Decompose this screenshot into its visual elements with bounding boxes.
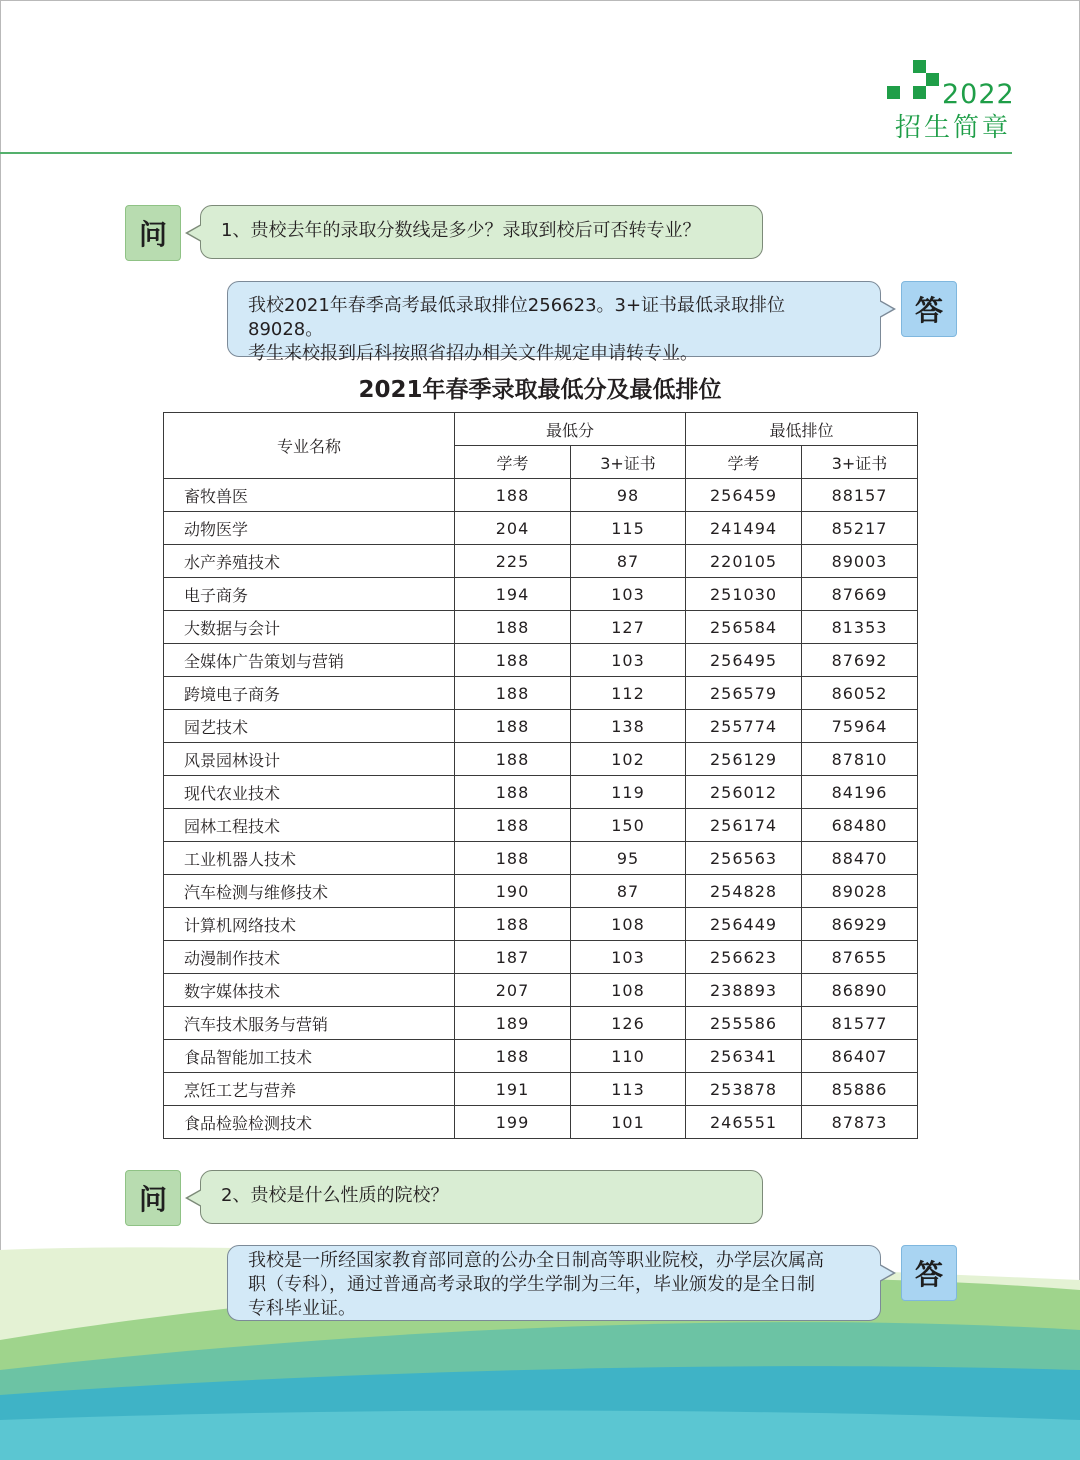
answer-line: 我校是一所经国家教育部同意的公办全日制高等职业院校，办学层次属高 bbox=[248, 1250, 824, 1271]
cell-value: 246551 bbox=[686, 1106, 802, 1139]
table-row bbox=[164, 1007, 918, 1040]
cell-value: 150 bbox=[571, 809, 686, 842]
cell-major-name: 计算机网络技术 bbox=[164, 908, 455, 941]
cell-value: 256449 bbox=[686, 908, 802, 941]
table-row bbox=[164, 809, 918, 842]
cell-value: 87 bbox=[571, 875, 686, 908]
cell-major-name: 汽车技术服务与营销 bbox=[164, 1007, 455, 1040]
header-rank-cert: 3+证书 bbox=[802, 446, 918, 479]
cell-value: 256174 bbox=[686, 809, 802, 842]
cell-value: 81577 bbox=[802, 1007, 918, 1040]
cell-value: 113 bbox=[571, 1073, 686, 1106]
cell-value: 103 bbox=[571, 644, 686, 677]
cell-major-name: 动漫制作技术 bbox=[164, 941, 455, 974]
cell-major-name: 风景园林设计 bbox=[164, 743, 455, 776]
cell-value: 81353 bbox=[802, 611, 918, 644]
table-row bbox=[164, 941, 918, 974]
table-row bbox=[164, 1106, 918, 1139]
cell-value: 256459 bbox=[686, 479, 802, 512]
cell-major-name: 水产养殖技术 bbox=[164, 545, 455, 578]
header-divider bbox=[0, 152, 1012, 154]
brand-title: 招生简章 bbox=[895, 113, 1012, 143]
cell-value: 89003 bbox=[802, 545, 918, 578]
cell-value: 88157 bbox=[802, 479, 918, 512]
cell-value: 86929 bbox=[802, 908, 918, 941]
table-row bbox=[164, 1040, 918, 1073]
cell-value: 87692 bbox=[802, 644, 918, 677]
table-row bbox=[164, 545, 918, 578]
table-row bbox=[164, 875, 918, 908]
cell-value: 256584 bbox=[686, 611, 802, 644]
cell-value: 188 bbox=[455, 743, 571, 776]
table-row bbox=[164, 710, 918, 743]
cell-major-name: 园林工程技术 bbox=[164, 809, 455, 842]
cell-value: 256341 bbox=[686, 1040, 802, 1073]
question-bubble-1 bbox=[200, 205, 763, 259]
cell-value: 256495 bbox=[686, 644, 802, 677]
cell-major-name: 食品智能加工技术 bbox=[164, 1040, 455, 1073]
cell-value: 256012 bbox=[686, 776, 802, 809]
cell-value: 220105 bbox=[686, 545, 802, 578]
cell-major-name: 汽车检测与维修技术 bbox=[164, 875, 455, 908]
cell-value: 115 bbox=[571, 512, 686, 545]
cell-major-name: 跨境电子商务 bbox=[164, 677, 455, 710]
cell-value: 126 bbox=[571, 1007, 686, 1040]
cell-value: 110 bbox=[571, 1040, 686, 1073]
table-row bbox=[164, 512, 918, 545]
cell-value: 225 bbox=[455, 545, 571, 578]
cell-value: 85217 bbox=[802, 512, 918, 545]
answer-badge-1: 答 bbox=[901, 281, 957, 337]
cell-value: 255586 bbox=[686, 1007, 802, 1040]
cell-value: 253878 bbox=[686, 1073, 802, 1106]
cell-major-name: 数字媒体技术 bbox=[164, 974, 455, 1007]
cell-value: 256579 bbox=[686, 677, 802, 710]
cell-value: 86407 bbox=[802, 1040, 918, 1073]
header-min-score: 最低分 bbox=[455, 413, 686, 446]
cell-value: 207 bbox=[455, 974, 571, 1007]
header-min-rank: 最低排位 bbox=[686, 413, 918, 446]
cell-value: 188 bbox=[455, 644, 571, 677]
cell-value: 101 bbox=[571, 1106, 686, 1139]
cell-value: 188 bbox=[455, 809, 571, 842]
answer-line: 专科毕业证。 bbox=[248, 1298, 356, 1319]
cell-value: 75964 bbox=[802, 710, 918, 743]
table-row bbox=[164, 578, 918, 611]
cell-value: 204 bbox=[455, 512, 571, 545]
cell-value: 188 bbox=[455, 479, 571, 512]
answer-badge-2: 答 bbox=[901, 1245, 957, 1301]
cell-value: 255774 bbox=[686, 710, 802, 743]
cell-major-name: 现代农业技术 bbox=[164, 776, 455, 809]
cell-value: 86890 bbox=[802, 974, 918, 1007]
table-row bbox=[164, 908, 918, 941]
cell-value: 87810 bbox=[802, 743, 918, 776]
cell-value: 138 bbox=[571, 710, 686, 743]
cell-value: 84196 bbox=[802, 776, 918, 809]
cell-value: 188 bbox=[455, 611, 571, 644]
table-row bbox=[164, 677, 918, 710]
table-row bbox=[164, 1073, 918, 1106]
cell-major-name: 全媒体广告策划与营销 bbox=[164, 644, 455, 677]
answer-line: 职（专科），通过普通高考录取的学生学制为三年，毕业颁发的是全日制 bbox=[248, 1274, 815, 1295]
answer-line: 我校2021年春季高考最低录取排位256623。3+证书最低录取排位89028。 bbox=[248, 295, 786, 340]
cell-value: 95 bbox=[571, 842, 686, 875]
cell-major-name: 工业机器人技术 bbox=[164, 842, 455, 875]
table-row bbox=[164, 842, 918, 875]
cell-value: 254828 bbox=[686, 875, 802, 908]
score-table bbox=[163, 412, 918, 1139]
table-row bbox=[164, 974, 918, 1007]
cell-value: 98 bbox=[571, 479, 686, 512]
question-badge-2: 问 bbox=[125, 1170, 181, 1226]
table-row bbox=[164, 644, 918, 677]
cell-major-name: 动物医学 bbox=[164, 512, 455, 545]
table-row bbox=[164, 611, 918, 644]
cell-value: 85886 bbox=[802, 1073, 918, 1106]
table-body bbox=[164, 479, 918, 1139]
cell-value: 188 bbox=[455, 1040, 571, 1073]
cell-value: 199 bbox=[455, 1106, 571, 1139]
cell-value: 251030 bbox=[686, 578, 802, 611]
cell-major-name: 食品检验检测技术 bbox=[164, 1106, 455, 1139]
cell-value: 103 bbox=[571, 578, 686, 611]
cell-value: 241494 bbox=[686, 512, 802, 545]
cell-value: 103 bbox=[571, 941, 686, 974]
cell-value: 87873 bbox=[802, 1106, 918, 1139]
cell-value: 256623 bbox=[686, 941, 802, 974]
logo-icon bbox=[884, 58, 944, 102]
cell-value: 119 bbox=[571, 776, 686, 809]
cell-value: 188 bbox=[455, 710, 571, 743]
table-row bbox=[164, 479, 918, 512]
cell-value: 127 bbox=[571, 611, 686, 644]
question-text-2: 2、贵校是什么性质的院校？ bbox=[221, 1185, 449, 1206]
cell-value: 87655 bbox=[802, 941, 918, 974]
brand-year: 2022 bbox=[942, 79, 1015, 110]
cell-value: 191 bbox=[455, 1073, 571, 1106]
cell-value: 108 bbox=[571, 908, 686, 941]
cell-value: 187 bbox=[455, 941, 571, 974]
question-text-1: 1、贵校去年的录取分数线是多少？录取到校后可否转专业？ bbox=[221, 220, 701, 241]
cell-value: 87 bbox=[571, 545, 686, 578]
cell-value: 87669 bbox=[802, 578, 918, 611]
cell-value: 238893 bbox=[686, 974, 802, 1007]
cell-major-name: 园艺技术 bbox=[164, 710, 455, 743]
answer-line: 考生来校报到后科按照省招办相关文件规定申请转专业。 bbox=[248, 343, 698, 364]
question-badge-1: 问 bbox=[125, 205, 181, 261]
cell-major-name: 大数据与会计 bbox=[164, 611, 455, 644]
cell-value: 68480 bbox=[802, 809, 918, 842]
cell-major-name: 烹饪工艺与营养 bbox=[164, 1073, 455, 1106]
cell-value: 188 bbox=[455, 677, 571, 710]
header-rank-xuekao: 学考 bbox=[686, 446, 802, 479]
cell-value: 89028 bbox=[802, 875, 918, 908]
header-score-xuekao: 学考 bbox=[455, 446, 571, 479]
header-score-cert: 3+证书 bbox=[571, 446, 686, 479]
cell-value: 112 bbox=[571, 677, 686, 710]
cell-value: 108 bbox=[571, 974, 686, 1007]
question-bubble-2 bbox=[200, 1170, 763, 1224]
cell-value: 188 bbox=[455, 842, 571, 875]
table-title: 2021年春季录取最低分及最低排位 bbox=[358, 377, 722, 403]
cell-value: 256563 bbox=[686, 842, 802, 875]
cell-value: 190 bbox=[455, 875, 571, 908]
cell-value: 102 bbox=[571, 743, 686, 776]
table-row bbox=[164, 743, 918, 776]
cell-value: 256129 bbox=[686, 743, 802, 776]
cell-value: 86052 bbox=[802, 677, 918, 710]
answer-bubble-1 bbox=[227, 281, 881, 364]
cell-value: 188 bbox=[455, 908, 571, 941]
cell-major-name: 畜牧兽医 bbox=[164, 479, 455, 512]
cell-value: 189 bbox=[455, 1007, 571, 1040]
cell-value: 194 bbox=[455, 578, 571, 611]
cell-major-name: 电子商务 bbox=[164, 578, 455, 611]
cell-value: 88470 bbox=[802, 842, 918, 875]
table-row bbox=[164, 776, 918, 809]
header-major-name: 专业名称 bbox=[164, 413, 455, 479]
answer-bubble-2 bbox=[227, 1245, 881, 1321]
cell-value: 188 bbox=[455, 776, 571, 809]
